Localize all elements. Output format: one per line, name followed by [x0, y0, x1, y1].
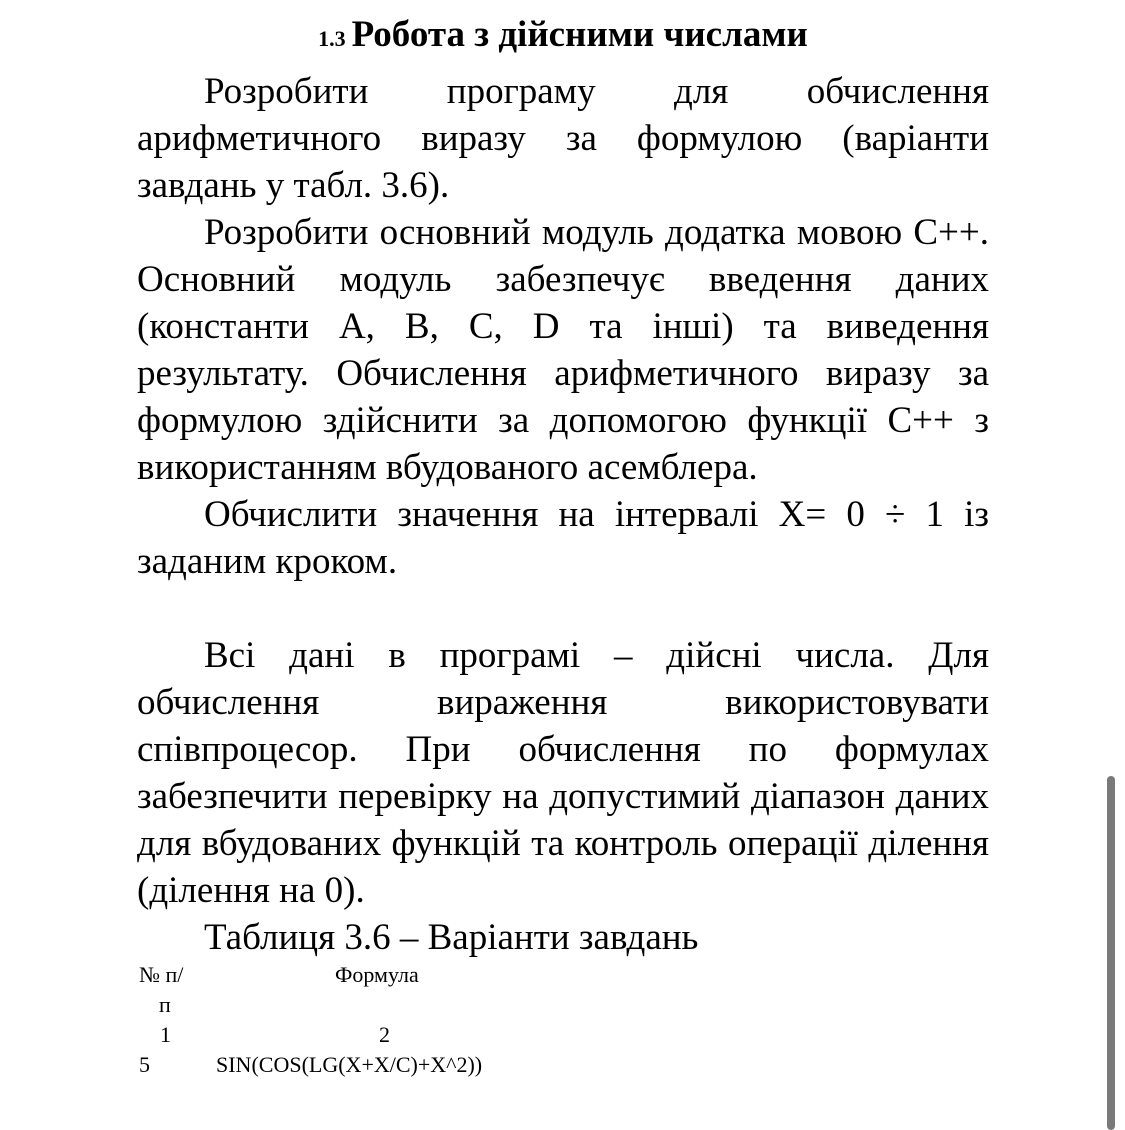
header-number-col: № п/: [139, 962, 184, 987]
table-header-row: [137, 960, 597, 990]
paragraph-coprocessor: Всі дані в програмі – дійсні числа. Для обчислення вираження використовувати співпроцесор. При обчислення по формулах забезпечити перевірку на допустимий діапазон даних для вбудованих функцій та контроль операції ділення (ділення на 0).: [137, 635, 989, 911]
blank-line: [137, 585, 989, 632]
variant-number: 5: [139, 1052, 150, 1077]
table-row: [137, 1050, 597, 1080]
table-caption: Таблиця 3.6 – Варіанти завдань: [204, 917, 699, 958]
section-number: 1.3: [318, 26, 346, 51]
table-column-numbers-row: [137, 1020, 597, 1050]
header-formula-col: Формула: [335, 962, 419, 987]
section-heading: [137, 12, 989, 62]
variants-table: [137, 960, 597, 1080]
vertical-scrollbar[interactable]: [1107, 776, 1115, 1130]
document-page: [137, 12, 989, 961]
paragraph-module: Розробити основний модуль додатка мовою С++. Основний модуль забезпечує введення даних (константи A, B, C, D та інші) та виведення результату. Обчислення арифметичного виразу за формулою здійснити за допомогою функції С++ з використанням вбудованого асемблера.: [137, 212, 989, 488]
column-number-1: 1: [160, 1022, 171, 1047]
paragraph-task: Розробити програму для обчислення арифметичного виразу за формулою (варіанти завдань у табл. 3.6).: [137, 71, 989, 206]
header-number-col-cont: п: [159, 992, 171, 1017]
paragraph-interval: Обчислити значення на інтервалі X= 0 ÷ 1 із заданим кроком.: [137, 494, 989, 582]
table-header-row-cont: [137, 990, 597, 1020]
variant-formula: SIN(COS(LG(X+X/C)+X^2)): [216, 1052, 483, 1077]
column-number-2: 2: [379, 1022, 390, 1047]
section-title: Робота з дійсними числами: [351, 14, 808, 55]
